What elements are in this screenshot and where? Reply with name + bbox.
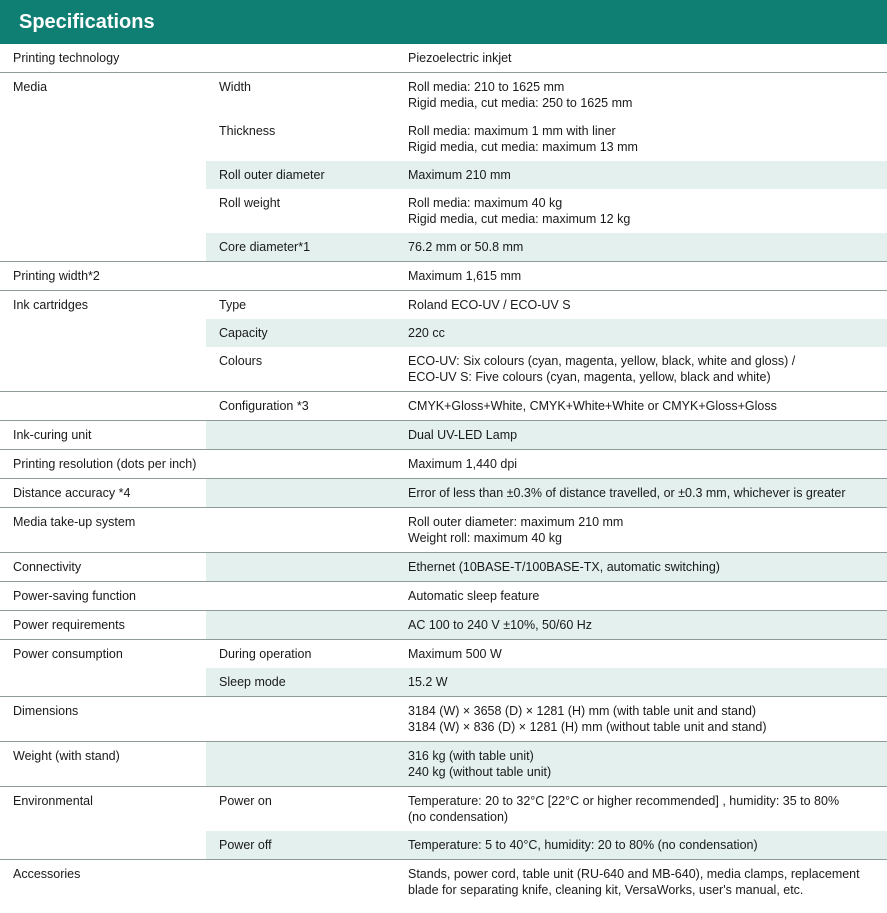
spec-value <box>395 421 887 450</box>
spec-category <box>0 233 206 262</box>
specifications-header <box>0 0 887 44</box>
table-row <box>0 640 887 669</box>
table-row <box>0 553 887 582</box>
spec-value <box>395 508 887 553</box>
spec-value-line: Rigid media, cut media: 250 to 1625 mm <box>408 96 633 110</box>
spec-subcategory: Width <box>206 73 395 118</box>
spec-value <box>395 787 887 832</box>
spec-category <box>0 392 206 421</box>
table-row <box>0 117 887 161</box>
spec-category <box>0 189 206 233</box>
spec-value-line: Roll outer diameter: maximum 210 mm <box>408 515 624 529</box>
spec-value <box>395 161 887 189</box>
spec-value <box>395 668 887 697</box>
spec-value-line: Maximum 500 W <box>408 647 502 661</box>
table-row <box>0 319 887 347</box>
spec-category: Printing width*2 <box>0 262 206 291</box>
table-row <box>0 860 887 905</box>
table-row <box>0 450 887 479</box>
spec-category: Ink cartridges <box>0 291 206 320</box>
spec-value-line: Weight roll: maximum 40 kg <box>408 531 562 545</box>
spec-value <box>395 450 887 479</box>
table-row <box>0 508 887 553</box>
spec-value-line: ECO-UV S: Five colours (cyan, magenta, yellow, black and white) <box>408 370 771 384</box>
spec-subcategory: Roll weight <box>219 196 281 210</box>
spec-value <box>395 553 887 582</box>
spec-value-line: 220 cc <box>408 326 445 340</box>
table-row <box>0 73 887 118</box>
spec-value-line: 316 kg (with table unit) <box>408 749 534 763</box>
specifications-table-body <box>0 44 887 904</box>
spec-value-line: Temperature: 5 to 40°C, humidity: 20 to 80% (no condensation) <box>408 838 758 852</box>
spec-category: Printing technology <box>13 51 120 65</box>
spec-subcategory: Type <box>206 291 395 320</box>
spec-value-line: blade for separating knife, cleaning kit, VersaWorks, user's manual, etc. <box>408 883 804 897</box>
spec-value <box>395 611 887 640</box>
spec-subcategory: Power on <box>206 787 395 832</box>
spec-category: Weight (with stand) <box>0 742 206 787</box>
table-row <box>0 742 887 787</box>
spec-subcategory: Colours <box>219 354 263 368</box>
table-row <box>0 233 887 262</box>
spec-category: Connectivity <box>0 553 206 582</box>
spec-value-line: Rigid media, cut media: maximum 13 mm <box>408 140 638 154</box>
spec-value <box>395 44 887 73</box>
spec-value-line: Roll media: 210 to 1625 mm <box>408 80 565 94</box>
spec-value <box>395 860 887 905</box>
spec-value <box>395 189 887 233</box>
spec-value-line: 3184 (W) × 836 (D) × 1281 (H) mm (without table unit and stand) <box>408 720 767 734</box>
spec-value-line: 15.2 W <box>408 675 448 689</box>
spec-subcategory <box>206 611 395 640</box>
spec-subcategory <box>206 860 395 905</box>
spec-value <box>395 347 887 392</box>
spec-category: Printing resolution (dots per inch) <box>0 450 206 479</box>
page-title: Specifications <box>19 11 155 33</box>
spec-value-line: Error of less than ±0.3% of distance travelled, or ±0.3 mm, whichever is greater <box>408 486 846 500</box>
table-row <box>0 787 887 832</box>
spec-subcategory <box>206 262 395 291</box>
spec-category: Power requirements <box>0 611 206 640</box>
spec-category: Power consumption <box>0 640 206 669</box>
table-row <box>0 161 887 189</box>
spec-subcategory: Sleep mode <box>206 668 395 697</box>
spec-subcategory <box>206 508 395 553</box>
spec-value-line: (no condensation) <box>408 810 509 824</box>
spec-category: Distance accuracy *4 <box>0 479 206 508</box>
spec-value <box>395 319 887 347</box>
spec-category <box>0 161 206 189</box>
spec-value <box>395 262 887 291</box>
spec-value-line: Roll media: maximum 1 mm with liner <box>408 124 616 138</box>
spec-value <box>395 233 887 262</box>
spec-subcategory <box>206 450 395 479</box>
spec-value-line: Rigid media, cut media: maximum 12 kg <box>408 212 631 226</box>
spec-value <box>395 640 887 669</box>
spec-value-line: CMYK+Gloss+White, CMYK+White+White or CMYK+Gloss+Gloss <box>408 399 777 413</box>
spec-category: Media <box>0 73 206 118</box>
spec-value <box>395 392 887 421</box>
spec-value-line: Maximum 1,440 dpi <box>408 457 518 471</box>
spec-subcategory <box>206 44 395 73</box>
spec-value-line: 3184 (W) × 3658 (D) × 1281 (H) mm (with table unit and stand) <box>408 704 757 718</box>
spec-value-line: Piezoelectric inkjet <box>408 51 512 65</box>
spec-category: Power-saving function <box>0 582 206 611</box>
spec-category: Environmental <box>0 787 206 832</box>
spec-category: Accessories <box>0 860 206 905</box>
table-row <box>0 697 887 742</box>
table-row <box>0 668 887 697</box>
table-row <box>0 392 887 421</box>
spec-value <box>395 697 887 742</box>
spec-subcategory: Power off <box>206 831 395 860</box>
spec-subcategory: Thickness <box>219 124 276 138</box>
spec-subcategory <box>206 421 395 450</box>
spec-value <box>395 291 887 320</box>
spec-value <box>395 73 887 118</box>
table-row <box>0 347 887 392</box>
spec-value <box>395 117 887 161</box>
table-row <box>0 44 887 73</box>
spec-subcategory <box>206 479 395 508</box>
spec-subcategory: Roll outer diameter <box>206 161 395 189</box>
table-row <box>0 582 887 611</box>
spec-value <box>395 742 887 787</box>
spec-value-line: 240 kg (without table unit) <box>408 765 552 779</box>
spec-subcategory <box>206 697 395 742</box>
table-row <box>0 262 887 291</box>
table-row <box>0 611 887 640</box>
spec-subcategory: Capacity <box>206 319 395 347</box>
spec-category <box>0 319 206 347</box>
spec-subcategory: Configuration *3 <box>206 392 395 421</box>
spec-category <box>0 831 206 860</box>
spec-subcategory: During operation <box>206 640 395 669</box>
spec-value-line: AC 100 to 240 V ±10%, 50/60 Hz <box>408 618 593 632</box>
specifications-table <box>0 44 887 904</box>
spec-value-line: Maximum 210 mm <box>408 168 511 182</box>
spec-subcategory: Core diameter*1 <box>206 233 395 262</box>
spec-subcategory <box>206 553 395 582</box>
spec-subcategory <box>206 582 395 611</box>
spec-value <box>395 831 887 860</box>
table-row <box>0 291 887 320</box>
spec-value-line: Roll media: maximum 40 kg <box>408 196 563 210</box>
spec-category <box>0 347 206 392</box>
spec-value-line: Stands, power cord, table unit (RU-640 and MB-640), media clamps, replacement <box>408 867 860 881</box>
spec-value-line: Temperature: 20 to 32°C [22°C or higher recommended] , humidity: 35 to 80% <box>408 794 840 808</box>
spec-value-line: Dual UV-LED Lamp <box>408 428 518 442</box>
spec-value <box>395 479 887 508</box>
spec-value-line: ECO-UV: Six colours (cyan, magenta, yellow, black, white and gloss) / <box>408 354 796 368</box>
spec-category: Dimensions <box>0 697 206 742</box>
spec-value-line: Maximum 1,615 mm <box>408 269 522 283</box>
table-row <box>0 831 887 860</box>
spec-value-line: Ethernet (10BASE-T/100BASE-TX, automatic switching) <box>408 560 720 574</box>
spec-category: Ink-curing unit <box>0 421 206 450</box>
spec-category <box>0 668 206 697</box>
spec-subcategory <box>206 742 395 787</box>
spec-category: Media take-up system <box>0 508 206 553</box>
table-row <box>0 479 887 508</box>
table-row <box>0 421 887 450</box>
spec-value <box>395 582 887 611</box>
spec-value-line: 76.2 mm or 50.8 mm <box>408 240 524 254</box>
table-row <box>0 189 887 233</box>
spec-value-line: Automatic sleep feature <box>408 589 540 603</box>
spec-category <box>0 117 206 161</box>
spec-value-line: Roland ECO-UV / ECO-UV S <box>408 298 571 312</box>
